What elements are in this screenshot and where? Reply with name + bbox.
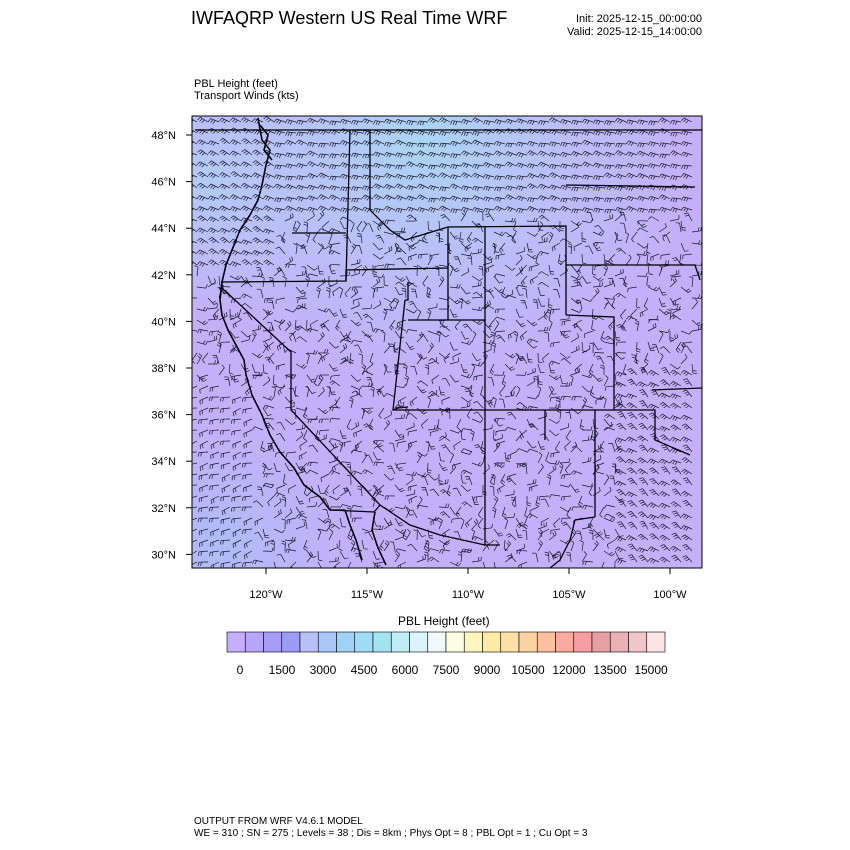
chart-title: IWFAQRP Western US Real Time WRF [191, 8, 508, 28]
colorbar-swatch [446, 632, 464, 652]
field-wind-label: Transport Winds (kts) [194, 90, 299, 102]
colorbar-swatch [592, 632, 610, 652]
colorbar-swatch [464, 632, 482, 652]
colorbar-label: 3000 [309, 663, 337, 677]
lat-axis [151, 130, 192, 561]
colorbar-label: 15000 [634, 663, 668, 677]
model-version: OUTPUT FROM WRF V4.6.1 MODEL [194, 816, 363, 827]
colorbar-swatch [610, 632, 628, 652]
colorbar-label: 10500 [511, 663, 545, 677]
colorbar-swatch [264, 632, 282, 652]
colorbar-label: 7500 [432, 663, 460, 677]
colorbar-swatch [282, 632, 300, 652]
field-pbl-label: PBL Height (feet) [194, 78, 278, 90]
colorbar-swatch [647, 632, 665, 652]
colorbar-swatch [556, 632, 574, 652]
lat-label: 42°N [151, 269, 176, 282]
colorbar-swatch [629, 632, 647, 652]
colorbar-label: 13500 [593, 663, 627, 677]
colorbar-swatch [245, 632, 263, 652]
colorbar-swatch [227, 632, 245, 652]
lon-label: 105°W [552, 589, 586, 601]
colorbar-swatch [337, 632, 355, 652]
lat-label: 38°N [151, 363, 176, 375]
lon-axis [249, 568, 687, 601]
lon-label: 120°W [249, 589, 283, 601]
model-config: WE = 310 ; SN = 275 ; Levels = 38 ; Dis = 8km ; Phys Opt = 8 ; PBL Opt = 1 ; Cu Opt = 3 [194, 828, 588, 839]
lat-label: 48°N [151, 130, 176, 142]
model-footer [194, 816, 587, 840]
colorbar-label: 4500 [350, 663, 378, 677]
init-time: Init: 2025-12-15_00:00:00 [576, 13, 702, 25]
lat-label: 34°N [151, 456, 176, 469]
lat-label: 40°N [151, 316, 176, 329]
lon-label: 110°W [451, 589, 485, 601]
colorbar-swatch [483, 632, 501, 652]
colorbar-swatch [574, 632, 592, 652]
lon-label: 100°W [653, 589, 687, 601]
colorbar-swatch [373, 632, 391, 652]
colorbar-label: 6000 [391, 663, 419, 677]
colorbar-swatch [519, 632, 537, 652]
colorbar-label: 9000 [473, 663, 501, 677]
lon-label: 115°W [350, 589, 384, 601]
colorbar-label: 1500 [268, 663, 296, 677]
map-plot-area [186, 116, 702, 573]
colorbar-swatch [391, 632, 409, 652]
colorbar-swatch [355, 632, 373, 652]
lat-label: 46°N [151, 176, 176, 189]
lat-label: 32°N [151, 502, 176, 515]
colorbar-swatch [501, 632, 519, 652]
lat-label: 44°N [151, 223, 176, 236]
colorbar-title: PBL Height (feet) [398, 614, 490, 628]
colorbar-swatch [428, 632, 446, 652]
colorbar-swatch [318, 632, 336, 652]
valid-time: Valid: 2025-12-15_14:00:00 [567, 26, 702, 38]
colorbar-label: 0 [236, 663, 244, 677]
colorbar-swatch [300, 632, 318, 652]
colorbar-label: 12000 [552, 663, 586, 677]
lat-label: 30°N [151, 549, 176, 562]
colorbar-swatch [537, 632, 555, 652]
colorbar-swatch [410, 632, 428, 652]
colorbar [227, 632, 668, 677]
lat-label: 36°N [151, 409, 176, 422]
